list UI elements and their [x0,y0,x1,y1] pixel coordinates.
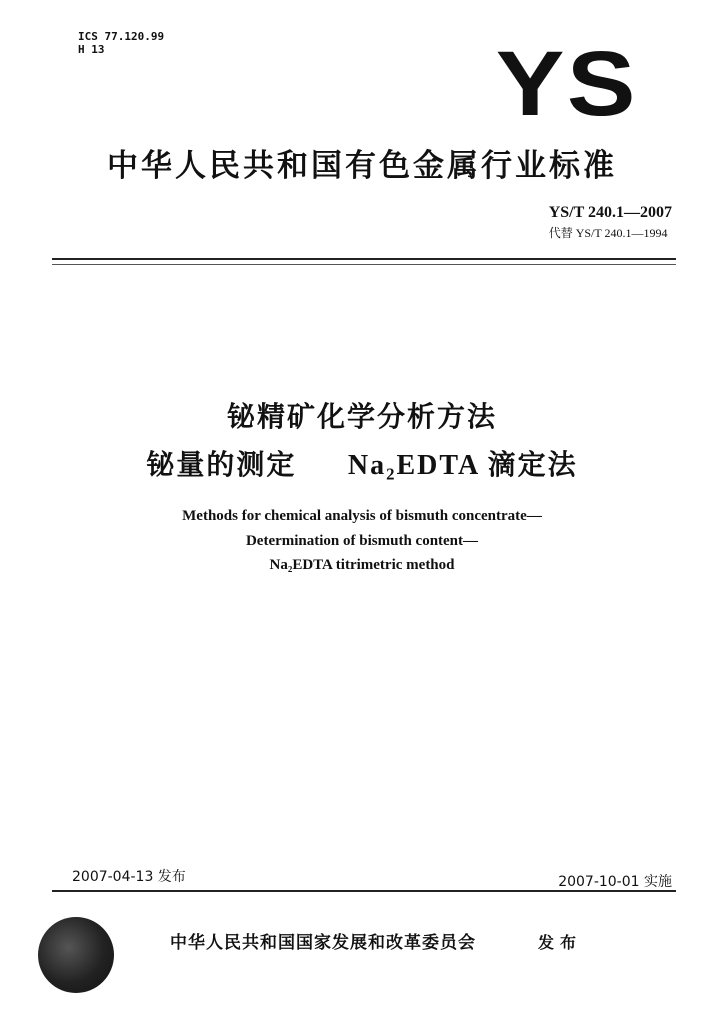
cn-title-line2-formula: Na₂EDTA 滴定法 [347,450,578,481]
standard-code: YS/T 240.1—2007 [548,204,672,221]
issue-label: 发布 [538,933,583,952]
standard-title: 中华人民共和国有色金属行业标准 [107,148,617,184]
en-title-line2: Determination of bismuth content— [245,533,479,549]
cn-title-line2-text: 铋量的测定 [146,448,297,481]
seal-stamp [38,917,114,993]
footer-divider [52,890,676,892]
cn-title-line2 [0,443,724,483]
issue-date: 2007-04-13 发布 [72,869,186,885]
cn-title-line1: 铋精矿化学分析方法 [226,400,497,433]
header-divider-thin [52,264,676,265]
en-title-line3: Na₂EDTA titrimetric method [269,557,455,573]
ics-code: ICS 77.120.99 [78,30,165,43]
ys-logo: YS [496,33,638,135]
standard-code-block [549,204,672,241]
en-title-line1: Methods for chemical analysis of bismuth concentrate— [182,508,542,524]
header-divider [52,258,676,260]
implement-date: 2007-10-01 实施 [558,874,672,890]
replaces-code: 代替 YS/T 240.1—1994 [548,226,668,240]
classification-codes [78,30,164,56]
issuer-name: 中华人民共和国国家发展和改革委员会 [170,933,476,953]
class-code: H 13 [78,43,105,56]
